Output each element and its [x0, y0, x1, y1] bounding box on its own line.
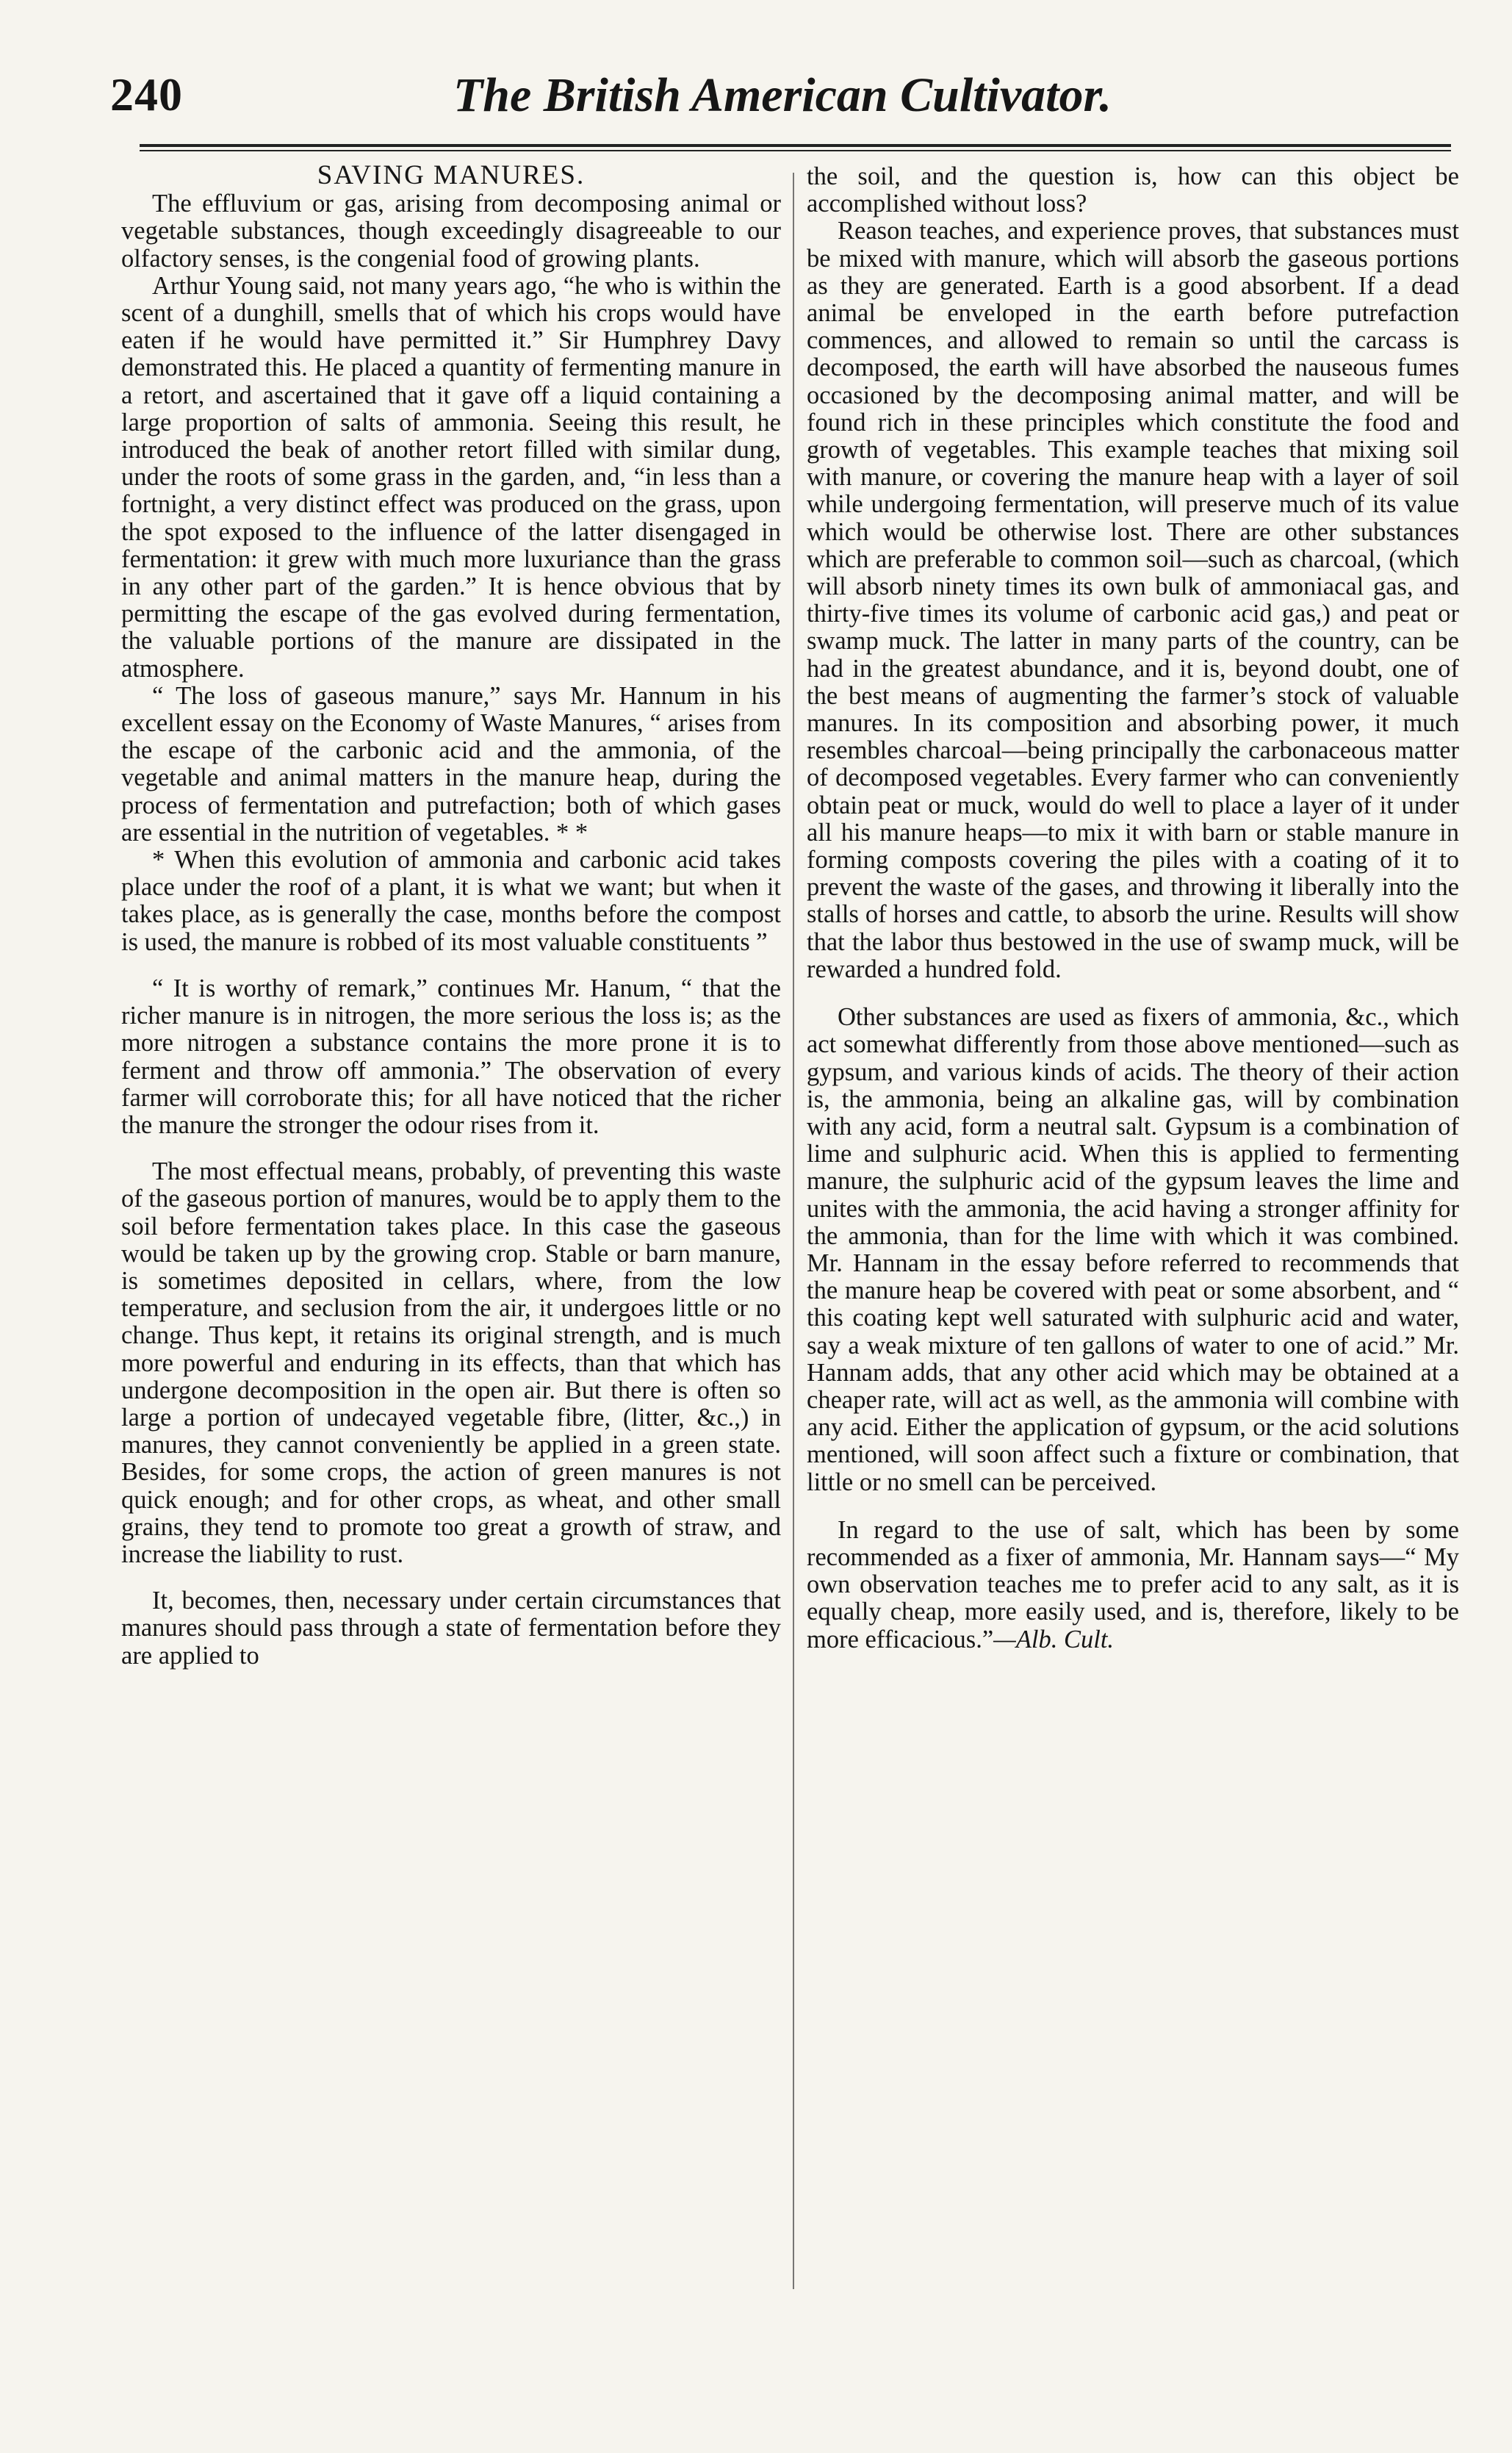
paragraph [807, 1517, 1459, 1653]
article-title: SAVING MANURES. [317, 160, 586, 190]
paragraph: The most effectual means, probably, of preventing this waste of the gaseous portion of manures, would be to apply them to the soil before fermentation takes place. In this case the gaseous would be taken up by the growing crop. Stable or barn manure, is sometimes deposited in cellars, where, from the low temperature, and seclusion from the air, it undergoes little or no change. Thus kept, it retains its original strength, and is much more powerful and enduring in its effects, than that which has undergone decomposition in the open air. But there is often so large a portion of undecayed vegetable fibre, (litter, &c.,) in manures, they cannot conveniently be applied in a green state. Besides, for some crops, the action of green manures is not quick enough; and for other crops, as wheat, and other small grains, they tend to promote too great a growth of straw, and increase the liability to rust. [121, 1157, 781, 1568]
paragraph: “ The loss of gaseous manure,” says Mr. Hannum in his excellent essay on the Economy of Waste Manures, “ arises from the escape of the carbonic acid and the ammonia, of the vegetable and animal matters in the manure heap, during the process of fermentation and putrefaction; both of which gases are essential in the nutrition of vegetables. * * [121, 681, 781, 847]
paragraph: Reason teaches, and experience proves, that substances must be mixed with manure, which will absorb the gaseous portions as they are generated. Earth is a good absorbent. If a dead animal be enveloped in the earth before putrefaction commences, and allowed to remain so until the carcass is decomposed, the earth will have absorbed the nauseous fumes occasioned by the decomposing animal matter, and will be found rich in these principles which constitute the food and growth of vegetables. This example teaches that mixing soil with manure, or covering the manure heap with a layer of soil while undergoing fermentation, will preserve much of its value which would be otherwise lost. There are other substances which are preferable to common soil—such as charcoal, (which will absorb ninety times its own bulk of ammoniacal gas, and thirty-five times its volume of carbonic acid gas,) and peat or swamp muck. The latter in many parts of the country, can be had in the greatest abundance, and it is, beyond doubt, one of the best means of augmenting the farmer’s stock of valuable manures. In its composition and absorbing power, it much resembles charcoal—being principally the carbonaceous matter of decomposed vegetables. Every farmer who can conveniently obtain peat or muck, would do well to place a layer of it under all his manure heaps—to mix it with barn or stable manure in forming composts covering the piles with a coating of it to prevent the waste of the gases, and throwing it liberally into the stalls of horses and cattle, to absorb the urine. Results will show that the labor thus bestowed in the use of swamp muck, will be rewarded a hundred fold. [807, 217, 1459, 983]
paragraph: The effluvium or gas, arising from decomposing animal or vegetable substances, though exceedingly disagreeable to our olfactory senses, is the congenial food of growing plants. [121, 190, 781, 273]
paragraph: It, becomes, then, necessary under certain circumstances that manures should pass through a state of fermentation before they are applied to [121, 1587, 781, 1670]
header-rule-thin [140, 150, 1451, 151]
paragraph: Other substances are used as fixers of ammonia, &c., which act somewhat differently from those above mentioned—such as gypsum, and various kinds of acids. The theory of their action is, the ammonia, being an alkaline gas, will by combination with any acid, form a neutral salt. Gypsum is a combination of lime and sulphuric acid. When this is applied to fermenting manure, the sulphuric acid of the gypsum leaves the lime and unites with the ammonia, the acid having a stronger affinity for the ammonia, than for the lime with which it was combined. Mr. Hannam in the essay before referred to recommends that the manure heap be covered with peat or some absorbent, and “ this coating kept well saturated with sulphuric acid and water, say a weak mixture of ten gallons of water to one of acid.” Mr. Hannam adds, that any other acid which may be obtained at a cheaper rate, will act as well, as the ammonia will combine with any acid. Either the application of gypsum, or the acid solutions mentioned, will soon affect such a fixture or combination, that little or no smell can be perceived. [807, 1003, 1459, 1496]
paragraph: Arthur Young said, not many years ago, “he who is within the scent of a dunghill, smells that of which his crops would have eaten if he would have permitted it.” Sir Humphrey Davy demonstrated this. He placed a quantity of fermenting manure in a retort, and ascertained that it gave off a liquid containing a large proportion of salts of ammonia. Seeing this result, he introduced the beak of another retort filled with similar dung, under the roots of some grass in the garden, and, “in less than a fortnight, a very distinct effect was produced on the grass, upon the spot exposed to the influence of the latter disengaged in fermentation: it grew with much more luxuriance than the grass in any other part of the garden.” It is hence obvious that by permitting the escape of the gas evolved during fermentation, the valuable portions of the manure are dissipated in the atmosphere. [121, 271, 781, 683]
running-title: The British American Cultivator. [453, 68, 1112, 122]
paragraph: * When this evolution of ammonia and carbonic acid takes place under the roof of a plant, it is what we want; but when it takes place, as is generally the case, months before the compost is used, the manure is robbed of its most valuable constituents ” [121, 846, 781, 956]
header-rule-thick [140, 144, 1451, 147]
source-citation: —Alb. Cult. [993, 1625, 1115, 1653]
paragraph-text: In regard to the use of salt, which has been by some recommended as a fixer of ammonia, Mr. Hannam says—“ My own observation teaches me to prefer acid to any salt, as it is equally cheap, more easily used, and is, therefore, likely to be more efficacious.” [807, 1515, 1459, 1653]
left-column [121, 162, 781, 1670]
paragraph: the soil, and the question is, how can this object be accomplished without loss? [807, 162, 1459, 218]
column-divider [793, 173, 794, 2289]
page-number: 240 [110, 68, 183, 121]
paragraph: “ It is worthy of remark,” continues Mr. Hanum, “ that the richer manure is in nitrogen, the more serious the loss is; as the more nitrogen a substance contains the more prone it is to ferment and throw off ammonia.” The observation of every farmer will corroborate this; for all have noticed that the richer the manure the stronger the odour rises from it. [121, 974, 781, 1139]
right-column [807, 163, 1459, 1653]
page-header [110, 68, 1455, 126]
